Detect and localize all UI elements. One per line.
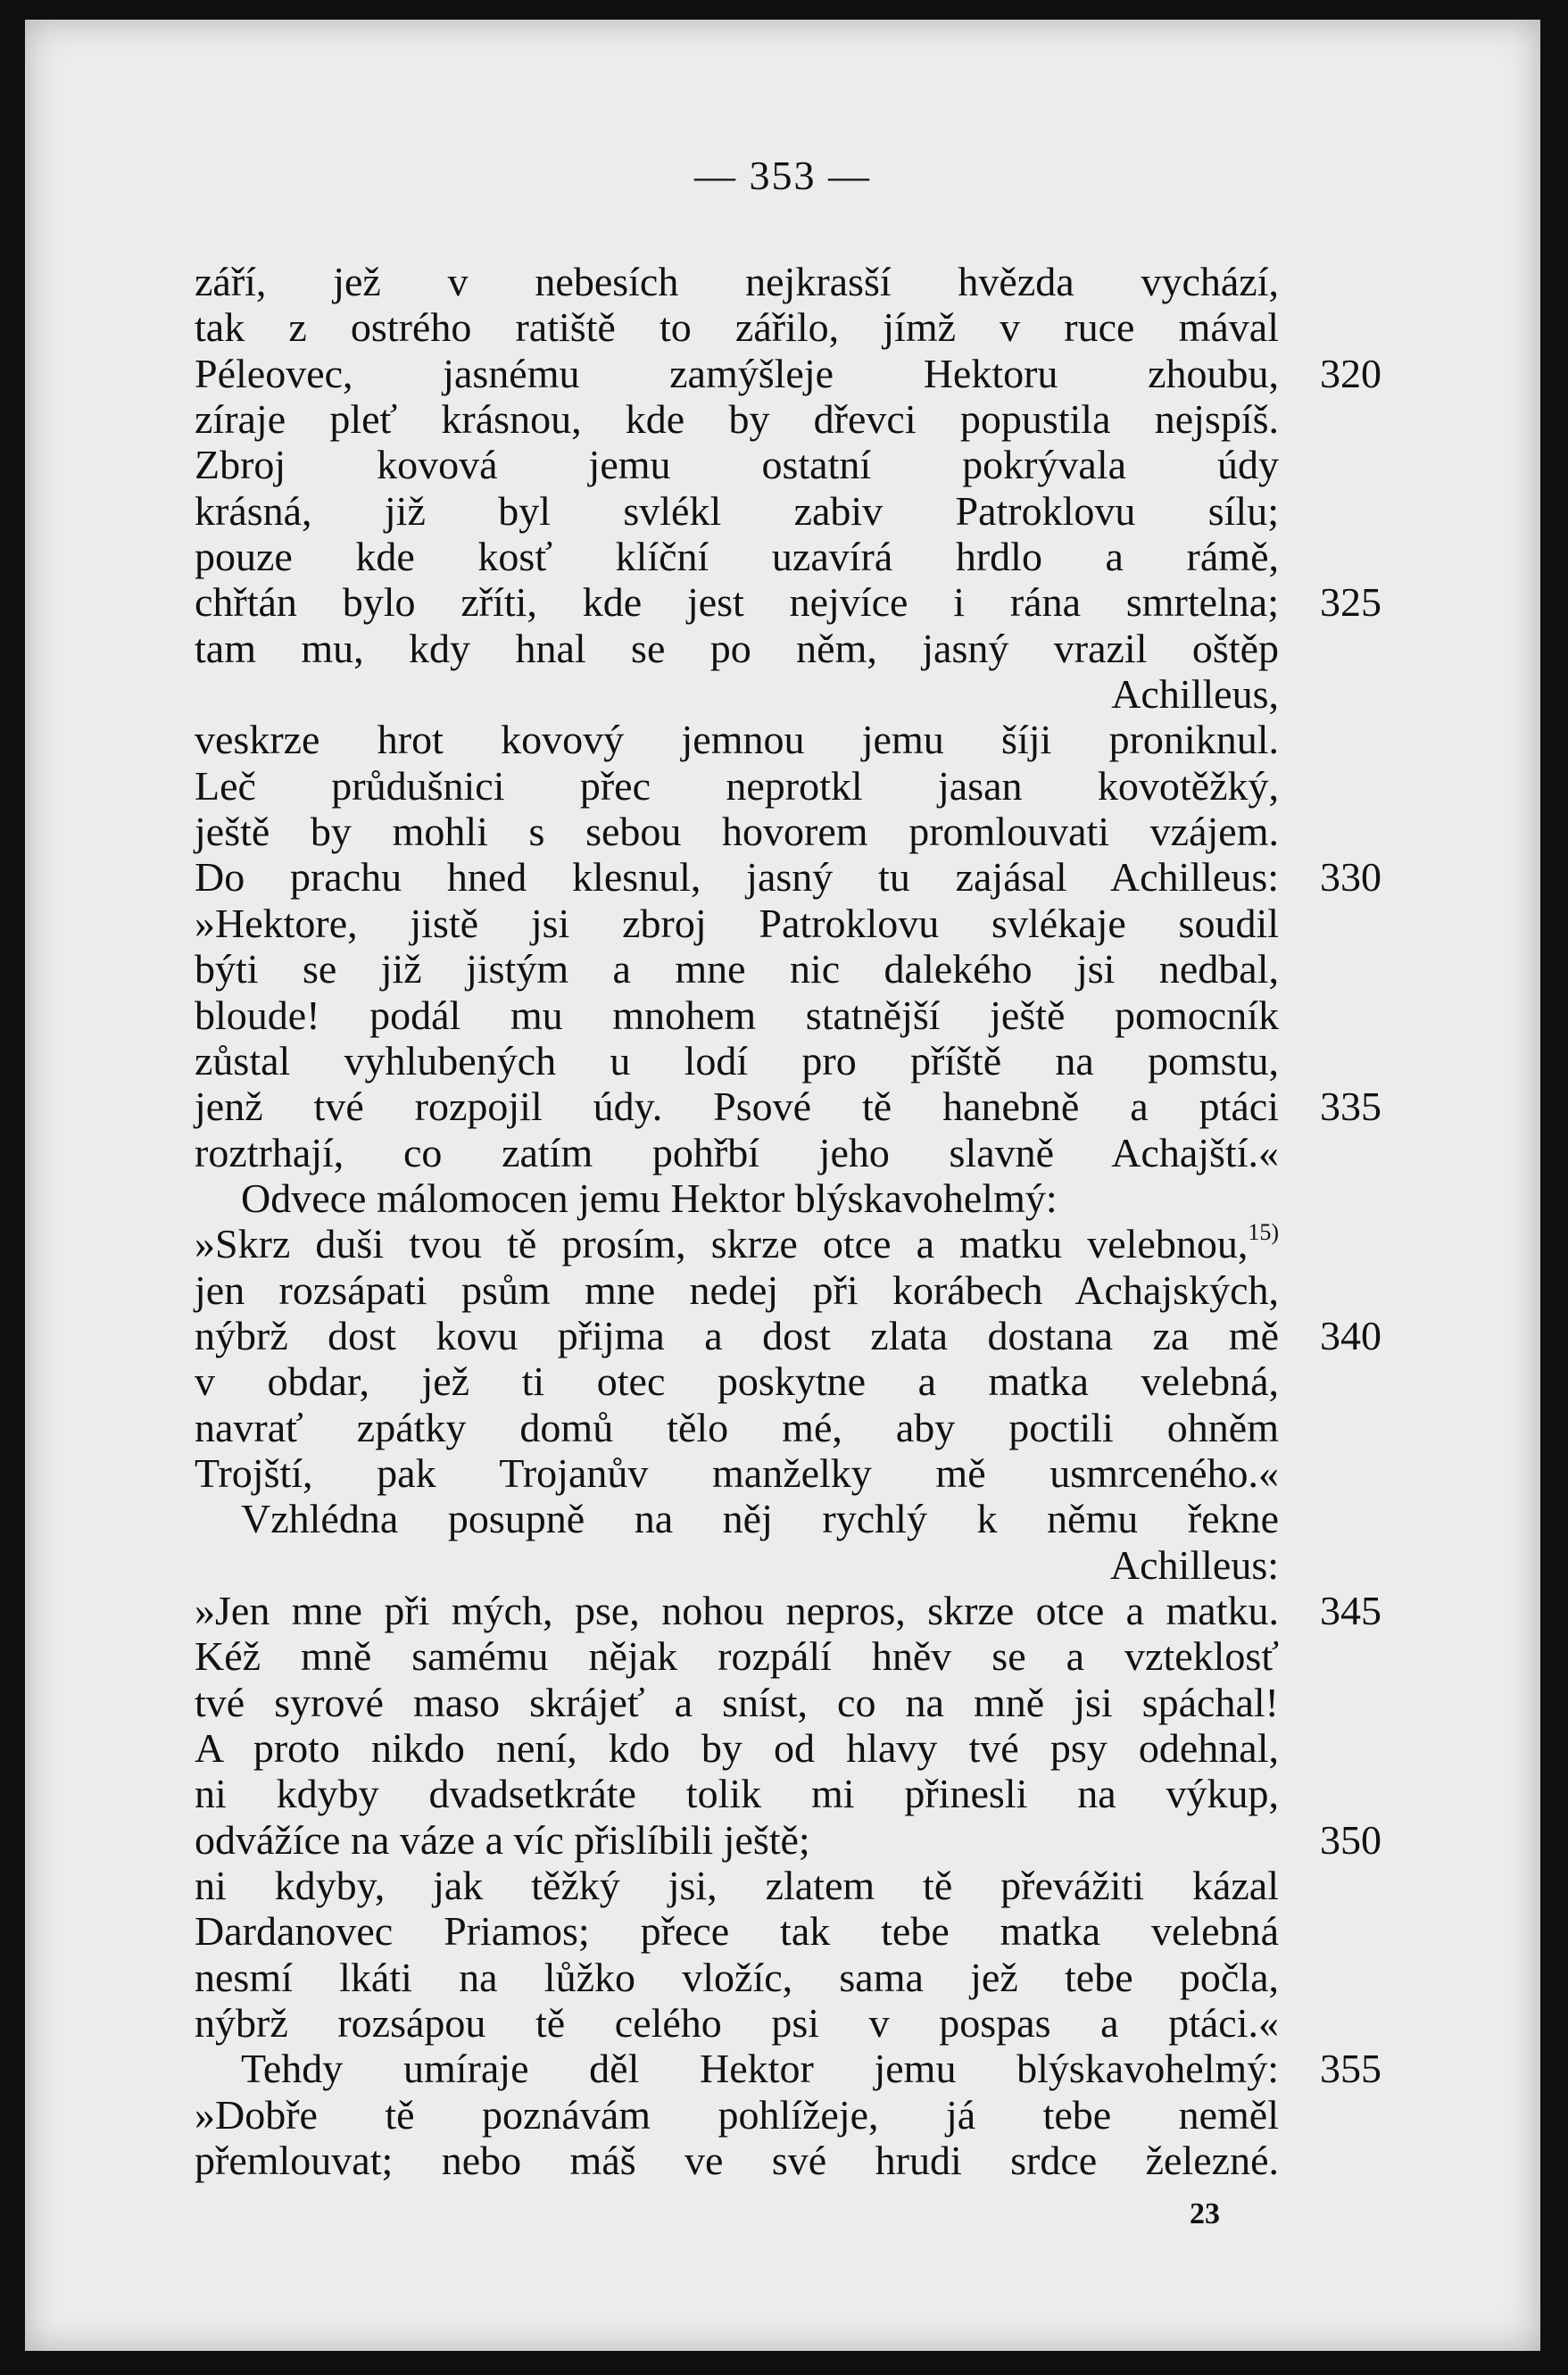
line-number: 320 [1320,350,1381,396]
verse-line: »Hektore, jistě jsi zbroj Patroklovu svlékaje soudil [195,900,1279,946]
verse-line: Odvece málomocen jemu Hektor blýskavohelmý: [241,1175,1058,1221]
poem-body [195,259,1381,2183]
verse-line-continuation: Achilleus, [1111,671,1279,718]
verse-line-continuation: Achilleus: [1109,1541,1279,1588]
verse-line: Kéž mně samému nějak rozpálí hněv se a vzteklosť [195,1633,1279,1680]
verse-line: Do prachu hned klesnul, jasný tu zajásal Achilleus: 330 [195,854,1381,901]
footnote-mark: 15) [1248,1219,1279,1246]
verse-line: roztrhají, co zatím pohřbí jeho slavně Achajští.« [195,1129,1279,1175]
page-header: — 353 — [694,153,871,198]
verse-line: »Skrz duši tvou tě prosím, skrze otce a matku velebnou,$^{15)}$ [195,1219,1279,1267]
verse-line: nýbrž dost kovu přijma a dost zlata dostana za mě 340 [195,1312,1381,1358]
verse-line: Péleovec, jasnému zamýšleje Hektoru zhoubu, 320 [195,350,1381,396]
verse-line: odvážíce na váze a víc přislíbili ještě; 350 [195,1816,1381,1863]
verse-line: v obdar, jež ti otec poskytne a matka velebná, [195,1358,1279,1405]
verse-line: krásná, již byl svlékl zabiv Patroklovu sílu; [195,487,1279,534]
book-page [25,20,1540,2351]
line-number: 340 [1320,1312,1381,1358]
line-number: 325 [1320,579,1381,626]
verse-line: Leč průdušnici přec neprotkl jasan kovotěžký, [195,762,1279,809]
verse-line: jenž tvé rozpojil údy. Psové tě hanebně a ptáci 335 [195,1084,1381,1130]
verse-line: Tehdy umíraje děl Hektor jemu blýskavohelmý: 355 [241,2046,1381,2092]
verse-line: ni kdyby dvadsetkráte tolik mi přinesli na výkup, [195,1771,1279,1817]
line-number: 350 [1320,1816,1381,1863]
verse-line: navrať zpátky domů tělo mé, aby poctili ohněm [195,1404,1279,1450]
verse-line: tam mu, kdy hnal se po něm, jasný vrazil oštěp [195,625,1279,671]
verse-line: »Jen mne při mých, pse, nohou nepros, skrze otce a matku. 345 [195,1587,1381,1633]
verse-line: bloude! podál mu mnohem statnější ještě pomocník [195,992,1279,1038]
line-number: 335 [1320,1084,1381,1130]
verse-line: »Dobře tě poznávám pohlížeje, já tebe neměl [195,2091,1279,2138]
verse-line: chřtán bylo zříti, kde jest nejvíce i rána smrtelna; 325 [195,579,1381,626]
signature-mark: 23 [1190,2197,1220,2230]
verse-line: Zbroj kovová jemu ostatní pokrývala údy [195,442,1279,488]
verse-line: Dardanovec Priamos; přece tak tebe matka velebná [195,1908,1279,1955]
line-number: 345 [1320,1587,1381,1633]
verse-line: ni kdyby, jak těžký jsi, zlatem tě převážiti kázal [195,1863,1279,1909]
verse-line: tvé syrové maso skrájeť a sníst, co na mně jsi spáchal! [195,1679,1279,1725]
verse-line: září, jež v nebesích nejkrasší hvězda vychází, [195,259,1279,304]
verse-line: nýbrž rozsápou tě celého psi v pospas a ptáci.« [195,2000,1279,2047]
line-number: 355 [1320,2046,1381,2092]
verse-line: ještě by mohli s sebou hovorem promlouvati vzájem. [195,809,1279,855]
verse-line: zůstal vyhlubených u lodí pro příště na pomstu, [195,1037,1279,1084]
verse-line: býti se již jistým a mne nic dalekého jsi nedbal, [195,946,1279,992]
verse-line: pouze kde kosť klíční uzavírá hrdlo a rámě, [195,534,1279,580]
verse-line: Trojští, pak Trojanův manželky mě usmrceného.« [195,1449,1279,1496]
verse-line: Vzhlédna posupně na něj rychlý k němu řekne [241,1496,1279,1542]
verse-line: jen rozsápati psům mne nedej při korábech Achajských, [195,1266,1279,1313]
verse-line: nesmí lkáti na lůžko vložíc, sama jež tebe počla, [195,1954,1279,2000]
line-number: 330 [1320,854,1381,901]
verse-line: přemlouvat; nebo máš ve své hrudi srdce železné. [195,2138,1279,2184]
verse-line: A proto nikdo není, kdo by od hlavy tvé psy odehnal, [195,1725,1279,1771]
verse-line: tak z ostrého ratiště to zářilo, jímž v ruce mával [195,304,1279,351]
verse-line: veskrze hrot kovový jemnou jemu šíji proniknul. [195,717,1279,763]
verse-line: zíraje pleť krásnou, kde by dřevci popustila nejspíš. [195,396,1279,443]
